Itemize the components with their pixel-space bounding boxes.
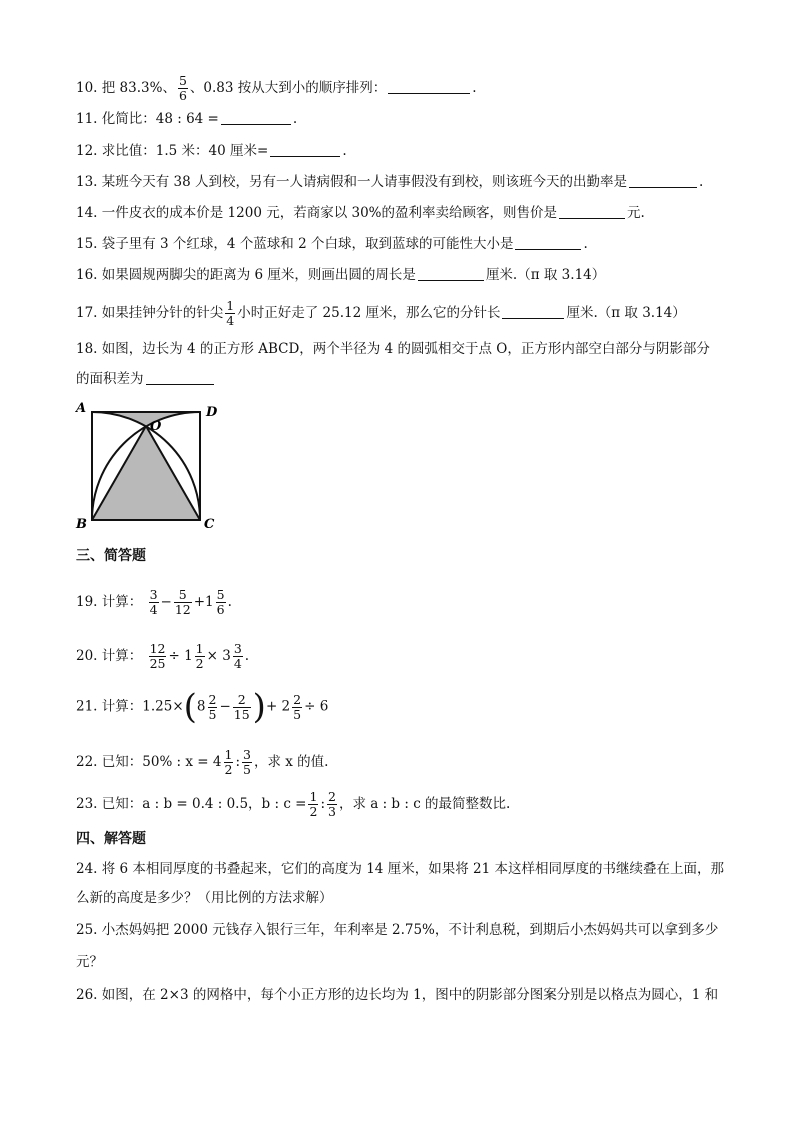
- answer-blank[interactable]: [270, 143, 340, 157]
- fraction: $\frac{5}{6}$: [178, 73, 187, 103]
- question-16: 16. 如果圆规两脚尖的距离为 6 厘米，则画出圆的周长是 厘米.（π 取 3.14）: [76, 267, 606, 283]
- question-18-line2: 的面积差为: [76, 370, 216, 388]
- label-b: B: [76, 517, 87, 532]
- fraction: $\frac{3}{5}$: [243, 747, 251, 777]
- answer-blank[interactable]: [515, 236, 581, 250]
- question-20: 20. 计算： $\frac{12}{25}$ ÷ 1 $\frac{1}{2}$ × 3 $\frac{3}{4}$ .: [76, 641, 250, 671]
- fraction: $\frac{2}{3}$: [328, 789, 336, 819]
- answer-blank[interactable]: [502, 305, 564, 319]
- answer-blank[interactable]: [388, 80, 470, 94]
- question-17: 17. 如果挂钟分针的针尖 $\frac{1}{4}$ 小时正好走了 25.12 厘米，那么它的分针长 厘米.（π 取 3.14）: [76, 298, 686, 328]
- fraction: $\frac{1}{2}$: [224, 747, 233, 777]
- fraction: $\frac{2}{5}$: [208, 691, 217, 722]
- question-26-line1: 26. 如图，在 2×3 的网格中，每个小正方形的边长均为 1，图中的阴影部分图案分别是以格点为圆心，1 和: [76, 987, 719, 1003]
- section-heading-4: 四、解答题: [76, 831, 146, 847]
- question-18-line1: 18. 如图，边长为 4 的正方形 ABCD，两个半径为 4 的圆弧相交于点 O，正方形内部空白部分与阴影部分: [76, 341, 710, 357]
- section-heading-3: 三、简答题: [76, 548, 146, 564]
- fraction: $\frac{12}{25}$: [149, 641, 166, 671]
- fraction: $\frac{1}{2}$: [309, 789, 318, 819]
- fraction: $\frac{2}{5}$: [293, 691, 302, 722]
- question-14: 14. 一件皮衣的成本价是 1200 元，若商家以 30%的盈利率卖给顾客，则售价是 元.: [76, 205, 645, 221]
- question-23: 23. 已知：a : b = 0.4 : 0.5，b : c = $\frac{1}{2}$ : $\frac{2}{3}$ ，求 a : b : c 的最简整数比.: [76, 789, 511, 819]
- question-25-line1: 25. 小杰妈妈把 2000 元钱存入银行三年，年利率是 2.75%，不计利息税，到期后小杰妈妈共可以拿到多少: [76, 922, 719, 938]
- fraction: $\frac{5}{6}$: [216, 587, 225, 617]
- answer-blank[interactable]: [418, 267, 484, 281]
- question-11: 11. 化简比：48 : 64 = .: [76, 111, 298, 127]
- label-o: O: [150, 419, 162, 434]
- fraction: $\frac{3}{4}$: [149, 587, 158, 617]
- question-24-line1: 24. 将 6 本相同厚度的书叠起来，它们的高度为 14 厘米，如果将 21 本这样相同厚度的书继续叠在上面，那: [76, 861, 724, 877]
- answer-blank[interactable]: [146, 371, 214, 385]
- question-13: 13. 某班今天有 38 人到校，另有一人请病假和一人请事假没有到校，则该班今天的出勤率是 .: [76, 174, 704, 190]
- label-d: D: [206, 405, 218, 420]
- question-12: 12. 求比值：1.5 米：40 厘米= .: [76, 143, 347, 159]
- question-21: 21. 计算：1.25×(8 $\frac{2}{5}$ − $\frac{2}{15}$ )+ 2 $\frac{2}{5}$ ÷ 6: [76, 687, 329, 727]
- label-a: A: [76, 401, 87, 416]
- fraction: $\frac{3}{4}$: [233, 641, 242, 671]
- answer-blank[interactable]: [221, 111, 291, 125]
- question-25-line2: 元？: [76, 954, 103, 970]
- question-10: 10. 把 83.3%、 $\frac{5}{6}$ 、0.83 按从大到小的顺序排列： .: [76, 73, 477, 103]
- fraction: $\frac{2}{15}$: [233, 691, 250, 722]
- fraction: $\frac{1}{4}$: [226, 298, 235, 328]
- answer-blank[interactable]: [629, 174, 697, 188]
- question-19: 19. 计算： $\frac{3}{4}$ − $\frac{5}{12}$ +1 $\frac{5}{6}$ .: [76, 587, 232, 617]
- question-22: 22. 已知：50% : x = 4 $\frac{1}{2}$ : $\frac{3}{5}$ ，求 x 的值.: [76, 747, 329, 777]
- fraction: $\frac{5}{12}$: [174, 587, 191, 617]
- shaded-triangle-region: [92, 426, 200, 520]
- question-15: 15. 袋子里有 3 个红球，4 个蓝球和 2 个白球，取到蓝球的可能性大小是 .: [76, 236, 588, 252]
- square-arcs-figure: [70, 398, 230, 534]
- label-c: C: [204, 517, 215, 532]
- question-24-line2: 么新的高度是多少？（用比例的方法求解）: [76, 890, 333, 906]
- answer-blank[interactable]: [559, 205, 625, 219]
- fraction: $\frac{1}{2}$: [195, 641, 204, 671]
